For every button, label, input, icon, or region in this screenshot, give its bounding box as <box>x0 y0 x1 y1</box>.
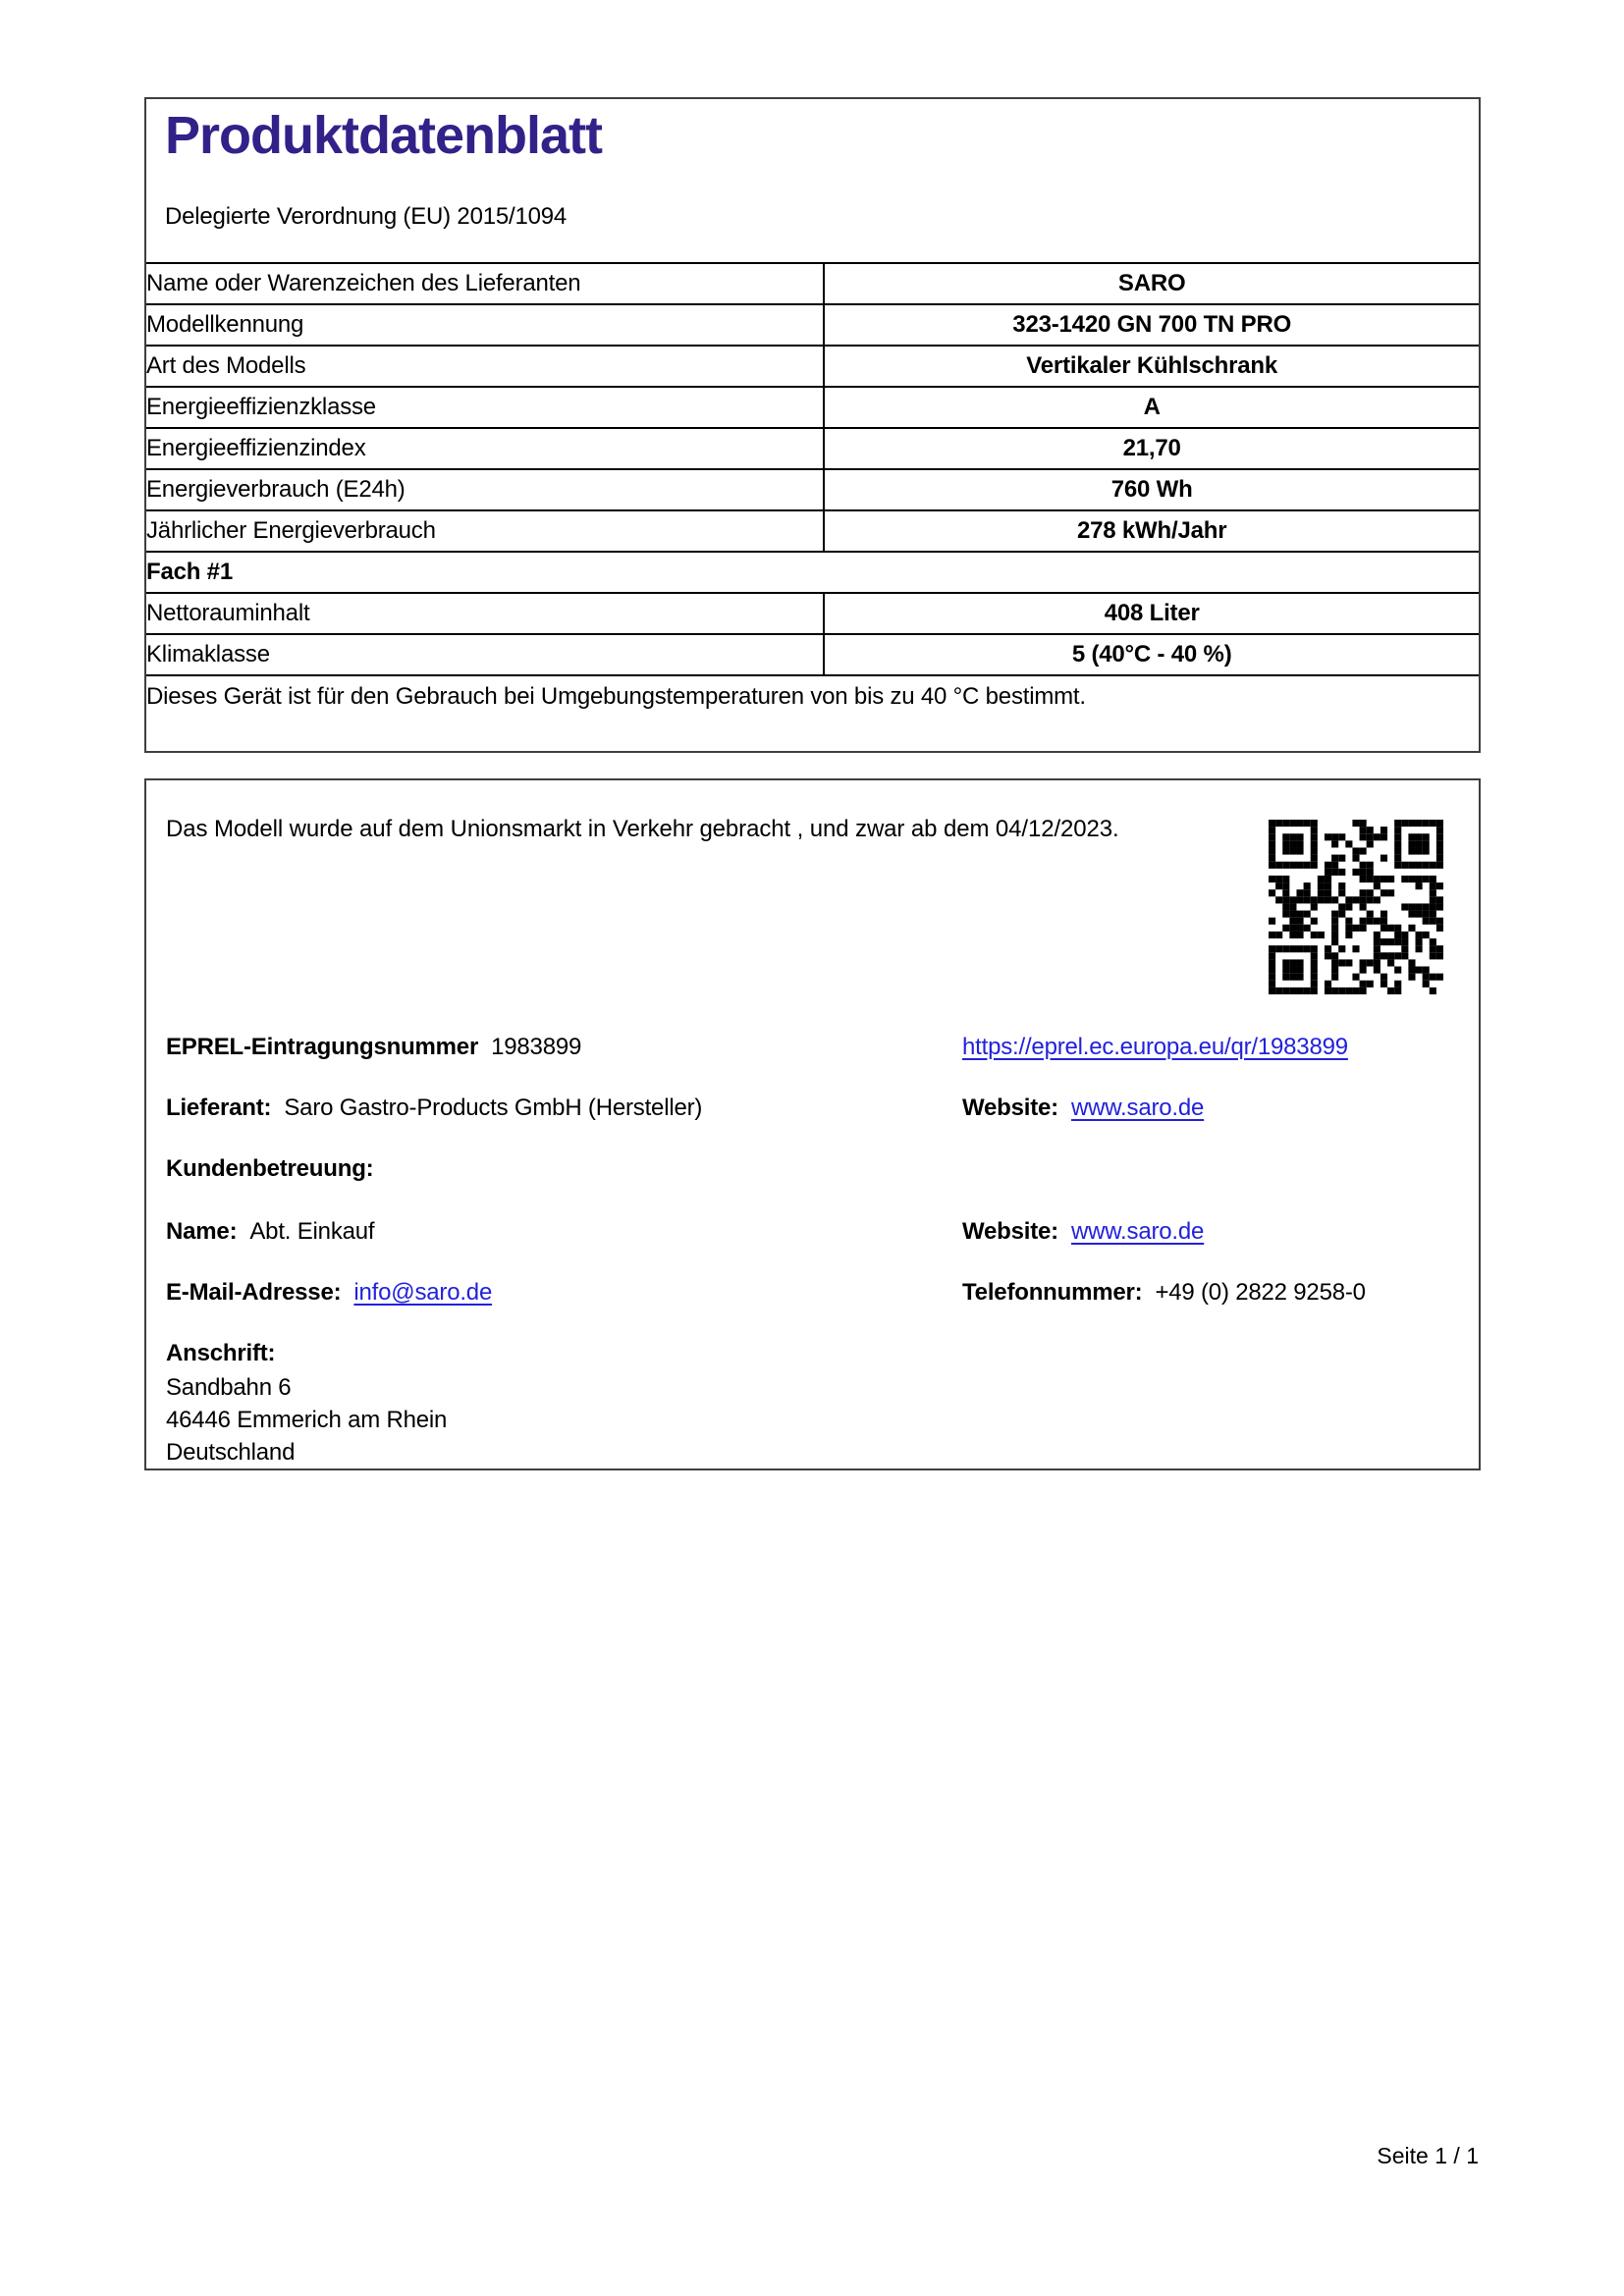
website-link[interactable]: www.saro.de <box>1070 1095 1205 1121</box>
eprel-link[interactable]: https://eprel.ec.europa.eu/qr/1983899 <box>962 1034 1348 1060</box>
table-row <box>146 428 1479 469</box>
spec-value: Vertikaler Kühlschrank <box>824 346 1479 387</box>
spec-label: Energieeffizienzindex <box>146 428 824 469</box>
support-label: Kundenbetreuung: <box>166 1155 374 1182</box>
phone-label: Telefonnummer: <box>962 1279 1143 1306</box>
email-label: E-Mail-Adresse: <box>166 1279 342 1306</box>
spec-label: Modellkennung <box>146 304 824 346</box>
section-row <box>146 552 1479 593</box>
contact-name-label: Name: <box>166 1218 238 1245</box>
supplier-value: Saro Gastro-Products GmbH (Hersteller) <box>284 1095 703 1121</box>
spec-value: 408 Liter <box>824 593 1479 634</box>
eprel-label: EPREL-Eintragungsnummer <box>166 1034 479 1060</box>
spec-value: SARO <box>824 263 1479 304</box>
website-link[interactable]: www.saro.de <box>1070 1218 1205 1245</box>
spec-value: A <box>824 387 1479 428</box>
table-row <box>146 634 1479 675</box>
table-row <box>146 387 1479 428</box>
table-row <box>146 263 1479 304</box>
spec-label: Jährlicher Energieverbrauch <box>146 510 824 552</box>
table-row <box>146 304 1479 346</box>
spec-label: Klimaklasse <box>146 634 824 675</box>
address-line: Deutschland <box>166 1439 296 1466</box>
website-label: Website: <box>962 1095 1058 1121</box>
table-row <box>146 469 1479 510</box>
table-row <box>146 346 1479 387</box>
page-number: Seite 1 / 1 <box>1377 2143 1479 2168</box>
market-info-card <box>144 778 1481 1470</box>
address-line: Sandbahn 6 <box>166 1374 292 1401</box>
note-row <box>146 675 1479 717</box>
contact-name-value: Abt. Einkauf <box>249 1218 375 1245</box>
spec-label: Name oder Warenzeichen des Lieferanten <box>146 263 824 304</box>
spec-value: 323-1420 GN 700 TN PRO <box>824 304 1479 346</box>
spec-label: Nettorauminhalt <box>146 593 824 634</box>
support-row <box>166 1155 1459 1183</box>
product-datasheet-card <box>144 97 1481 753</box>
spec-table <box>146 262 1479 717</box>
market-statement: Das Modell wurde auf dem Unionsmarkt in Verkehr gebracht , und zwar ab dem 04/12/2023. <box>166 816 1119 842</box>
spec-label: Energieeffizienzklasse <box>146 387 824 428</box>
address-label: Anschrift: <box>166 1340 276 1366</box>
spec-label: Energieverbrauch (E24h) <box>146 469 824 510</box>
table-row <box>146 593 1479 634</box>
table-row <box>146 510 1479 552</box>
spec-label: Art des Modells <box>146 346 824 387</box>
email-row <box>166 1279 1459 1307</box>
spec-value: 5 (40°C - 40 %) <box>824 634 1479 675</box>
website-label: Website: <box>962 1218 1058 1245</box>
spec-value: 278 kWh/Jahr <box>824 510 1479 552</box>
spec-value: 760 Wh <box>824 469 1479 510</box>
eprel-row <box>166 1034 1459 1061</box>
spec-value: 21,70 <box>824 428 1479 469</box>
contact-name-row <box>166 1218 1459 1246</box>
usage-note: Dieses Gerät ist für den Gebrauch bei Umgebungstemperaturen von bis zu 40 °C bestimmt. <box>146 675 1479 717</box>
address-line: 46446 Emmerich am Rhein <box>166 1407 448 1433</box>
regulation-subtitle: Delegierte Verordnung (EU) 2015/1094 <box>165 203 568 230</box>
section-header: Fach #1 <box>146 552 1479 593</box>
qr-code-icon <box>1269 820 1443 994</box>
phone-value: +49 (0) 2822 9258-0 <box>1155 1279 1366 1306</box>
eprel-number: 1983899 <box>491 1034 582 1060</box>
email-link[interactable]: info@saro.de <box>353 1279 493 1306</box>
address-block <box>166 1371 1459 1468</box>
page-title: Produktdatenblatt <box>165 106 603 165</box>
supplier-row <box>166 1095 1459 1122</box>
supplier-label: Lieferant: <box>166 1095 272 1121</box>
address-row <box>166 1340 1459 1367</box>
